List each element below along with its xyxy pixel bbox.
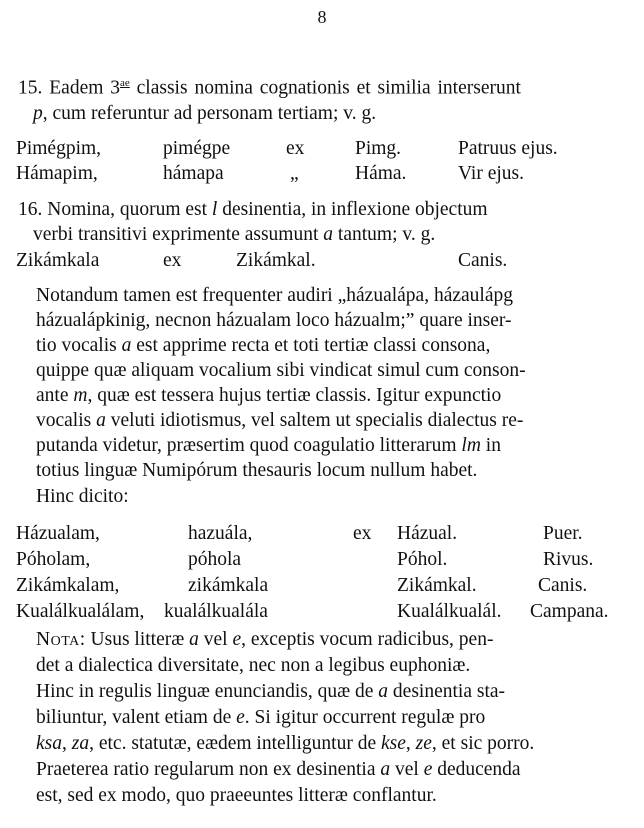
table-cell: Pimégpim, xyxy=(16,138,102,159)
paragraph-line: házualápkinig, necnon házualam loco házualm;” quare inser- xyxy=(36,310,512,331)
table-cell: zikámkala xyxy=(188,575,269,596)
table-cell: Zikámkal. xyxy=(236,250,316,271)
nota-line: Hinc in regulis linguæ enunciandis, quæ de a desinentia sta- xyxy=(36,681,506,702)
nota-line: Praeterea ratio regularum non ex desinentia a vel e deducenda xyxy=(36,759,521,780)
table-cell: hámapa xyxy=(163,163,224,184)
nota-line: biliuntur, valent etiam de e. Si igitur occurrent regulæ pro xyxy=(36,707,486,728)
table-cell: Zikámkala xyxy=(16,250,100,271)
table-cell: Kualálkualálam, xyxy=(16,601,145,622)
table-cell: Rivus. xyxy=(543,549,594,570)
table-cell: hazuála, xyxy=(188,523,253,544)
table-cell: „ xyxy=(290,163,299,184)
table-cell: Kualálkualál. xyxy=(397,601,502,622)
section-15-line-2: p, cum referuntur ad personam tertiam; v. g. xyxy=(33,103,377,124)
section-16-line-1: 16. Nomina, quorum est l desinentia, in inflexione objectum xyxy=(18,199,488,220)
paragraph-line: ante m, quæ est tessera hujus tertiæ classis. Igitur expunctio xyxy=(36,385,502,406)
nota-line: est, sed ex modo, quo praeeuntes litteræ conflantur. xyxy=(36,785,437,806)
table-cell: Puer. xyxy=(543,523,583,544)
table-cell: ex xyxy=(353,523,372,544)
table-cell: Patruus ejus. xyxy=(458,138,558,159)
nota-line: Nota: Usus litteræ a vel e, exceptis vocum radicibus, pen- xyxy=(36,629,494,650)
paragraph-line: quippe quæ aliquam vocalium sibi vindicat simul cum conson- xyxy=(36,360,526,381)
table-cell: Vir ejus. xyxy=(458,163,524,184)
table-cell: Canis. xyxy=(458,250,508,271)
table-cell: Póholam, xyxy=(16,549,91,570)
table-cell: kualálkualála xyxy=(164,601,268,622)
page-number: 8 xyxy=(317,7,327,27)
table-cell: Házual. xyxy=(397,523,458,544)
paragraph-line: vocalis a veluti idiotismus, vel saltem ut specialis dialectus re- xyxy=(36,410,524,431)
paragraph-line: putanda videtur, præsertim quod coagulatio litterarum lm in xyxy=(36,435,501,456)
table-cell: Campana. xyxy=(530,601,609,622)
table-cell: pimégpe xyxy=(163,138,231,159)
table-cell: Pimg. xyxy=(355,138,402,159)
table-cell: Póhol. xyxy=(397,549,448,570)
table-cell: Házualam, xyxy=(16,523,100,544)
paragraph-line: Hinc dicito: xyxy=(36,486,129,507)
section-15-line-1: 15. Eadem $3^{ae}$ classis nomina cognationis et similia interserunt xyxy=(18,77,521,99)
table-cell: Canis. xyxy=(538,575,588,596)
table-cell: ex xyxy=(286,138,305,159)
nota-line: det a dialectica diversitate, nec non a legibus euphoniæ. xyxy=(36,655,471,676)
paragraph-line: Notandum tamen est frequenter audiri „házualápa, házaulápg xyxy=(36,285,513,306)
paragraph-line: tio vocalis a est apprime recta et toti tertiæ classi consona, xyxy=(36,335,491,356)
section-16-line-2: verbi transitivi exprimente assumunt a tantum; v. g. xyxy=(33,224,436,245)
nota-line: ksa, za, etc. statutæ, eædem intelliguntur de kse, ze, et sic porro. xyxy=(36,733,535,754)
table-cell: Hámapim, xyxy=(16,163,98,184)
paragraph-line: totius linguæ Numipórum thesauris locum nullum habet. xyxy=(36,460,478,481)
table-cell: ex xyxy=(163,250,182,271)
table-cell: Háma. xyxy=(355,163,407,184)
nota-label: Nota: xyxy=(36,629,86,650)
table-cell: póhola xyxy=(188,549,242,570)
table-cell: Zikámkalam, xyxy=(16,575,120,596)
table-cell: Zikámkal. xyxy=(397,575,477,596)
